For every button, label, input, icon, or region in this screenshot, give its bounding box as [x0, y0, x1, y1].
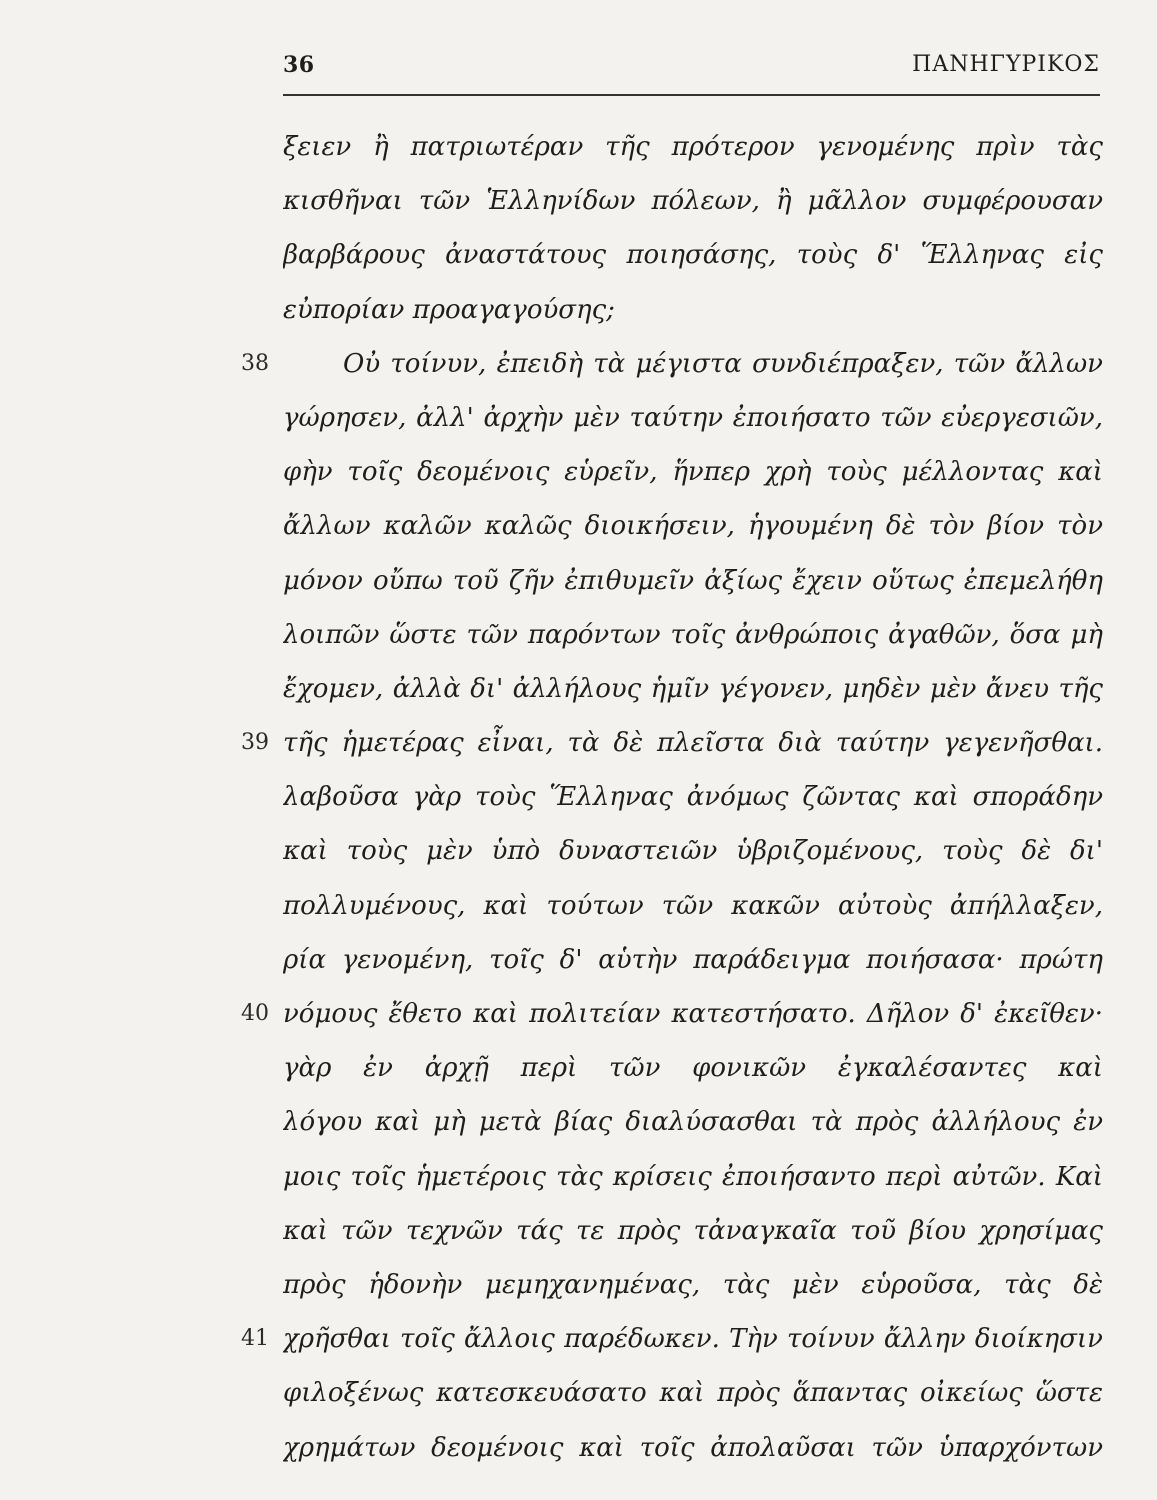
line-text: βαρβάρους ἀναστάτους ποιησάσης, τοὺς δ' Ἕλληνας εἰς: [283, 240, 1103, 271]
text-line: [283, 1421, 1103, 1475]
line-text: εὐπορίαν προαγαγούσης;: [283, 294, 615, 325]
text-line: [283, 174, 1103, 228]
section-number: 39: [241, 730, 269, 756]
line-text: ἔχομεν, ἀλλὰ δι' ἀλλήλους ἡμῖν γέγονεν, μηδὲν μὲν ἄνευ τῆς: [283, 673, 1103, 704]
line-text: καὶ τῶν τεχνῶν τάς τε πρὸς τἀναγκαῖα τοῦ βίου χρησίμας: [283, 1215, 1103, 1246]
page-number: 36: [283, 52, 315, 78]
line-text: γώρησεν, ἀλλ' ἀρχὴν μὲν ταύτην ἐποιήσατο τῶν εὐεργεσιῶν,: [283, 402, 1103, 433]
section-number: 41: [241, 1326, 269, 1352]
line-text: καὶ τοὺς μὲν ὑπὸ δυναστειῶν ὑβριζομένους, τοὺς δὲ δι': [283, 836, 1103, 867]
text-line: [283, 228, 1103, 282]
text-line: [241, 716, 1103, 770]
section-number: 38: [241, 350, 269, 376]
text-line: [283, 879, 1103, 933]
text-line: [283, 770, 1103, 824]
line-text: πρὸς ἡδονὴν μεμηχανημένας, τὰς μὲν εὑροῦσα, τὰς δὲ: [283, 1269, 1103, 1300]
text-line: [283, 120, 1103, 174]
line-text: λόγου καὶ μὴ μετὰ βίας διαλύσασθαι τὰ πρὸς ἀλλήλους ἐν: [283, 1107, 1103, 1138]
line-text: Οὐ τοίνυν, ἐπειδὴ τὰ μέγιστα συνδιέπραξεν, τῶν ἄλλων: [343, 348, 1103, 379]
line-text: φὴν τοῖς δεομένοις εὑρεῖν, ἥνπερ χρὴ τοὺς μέλλοντας καὶ: [283, 457, 1103, 488]
text-line: [283, 1258, 1103, 1312]
text-line: [241, 337, 1103, 391]
line-text: χρημάτων δεομένοις καὶ τοῖς ἀπολαῦσαι τῶν ὑπαρχόντων: [283, 1432, 1103, 1463]
text-line: [241, 1312, 1103, 1366]
text-line: [241, 987, 1103, 1041]
header-rule: [283, 94, 1100, 96]
text-line: [283, 554, 1103, 608]
text-line: [283, 499, 1103, 553]
line-text: ἄλλων καλῶν καλῶς διοικήσειν, ἡγουμένη δὲ τὸν βίον τὸν: [283, 511, 1103, 542]
text-line: [283, 662, 1103, 716]
line-text: γὰρ ἐν ἀρχῇ περὶ τῶν φονικῶν ἐγκαλέσαντες καὶ: [283, 1053, 1103, 1084]
text-line: [283, 445, 1103, 499]
text-line: [283, 283, 1103, 337]
line-text: κισθῆναι τῶν Ἑλληνίδων πόλεων, ἢ μᾶλλον συμφέρουσαν: [283, 186, 1103, 217]
line-text: ρία γενομένη, τοῖς δ' αὑτὴν παράδειγμα ποιήσασα· πρώτη: [283, 944, 1103, 975]
line-text: πολλυμένους, καὶ τούτων τῶν κακῶν αὐτοὺς ἀπήλλαξεν,: [283, 890, 1103, 921]
text-line: [283, 1150, 1103, 1204]
line-text: χρῆσθαι τοῖς ἄλλοις παρέδωκεν. Τὴν τοίνυν ἄλλην διοίκησιν: [283, 1324, 1103, 1355]
section-number: 40: [241, 1001, 269, 1026]
text-line: [283, 824, 1103, 878]
line-text: φιλοξένως κατεσκευάσατο καὶ πρὸς ἅπαντας οἰκείως ὥστε: [283, 1378, 1103, 1409]
text-line: [283, 1041, 1103, 1095]
text-line: [283, 608, 1103, 662]
text-line: [283, 933, 1103, 987]
text-body: [241, 120, 1103, 1475]
line-text: μοις τοῖς ἡμετέροις τὰς κρίσεις ἐποιήσαντο περὶ αὐτῶν. Καὶ: [283, 1161, 1103, 1192]
text-line: [283, 1366, 1103, 1420]
line-text: μόνον οὔπω τοῦ ζῆν ἐπιθυμεῖν ἀξίως ἔχειν οὕτως ἐπεμελήθη: [283, 565, 1103, 596]
line-text: λοιπῶν ὥστε τῶν παρόντων τοῖς ἀνθρώποις ἀγαθῶν, ὅσα μὴ: [283, 619, 1103, 650]
text-line: [283, 1095, 1103, 1149]
line-text: τῆς ἡμετέρας εἶναι, τὰ δὲ πλεῖστα διὰ ταύτην γεγενῆσθαι.: [283, 728, 1103, 759]
text-line: [283, 391, 1103, 445]
line-text: ξειεν ἢ πατριωτέραν τῆς πρότερον γενομένης πρὶν τὰς: [283, 132, 1103, 162]
running-head: ΠΑΝΗΓΥΡΙΚΟΣ: [912, 52, 1100, 77]
line-text: νόμους ἔθετο καὶ πολιτείαν κατεστήσατο. Δῆλον δ' ἐκεῖθεν·: [283, 999, 1103, 1029]
line-text: λαβοῦσα γὰρ τοὺς Ἕλληνας ἀνόμως ζῶντας καὶ σποράδην: [283, 782, 1103, 813]
text-line: [283, 1204, 1103, 1258]
